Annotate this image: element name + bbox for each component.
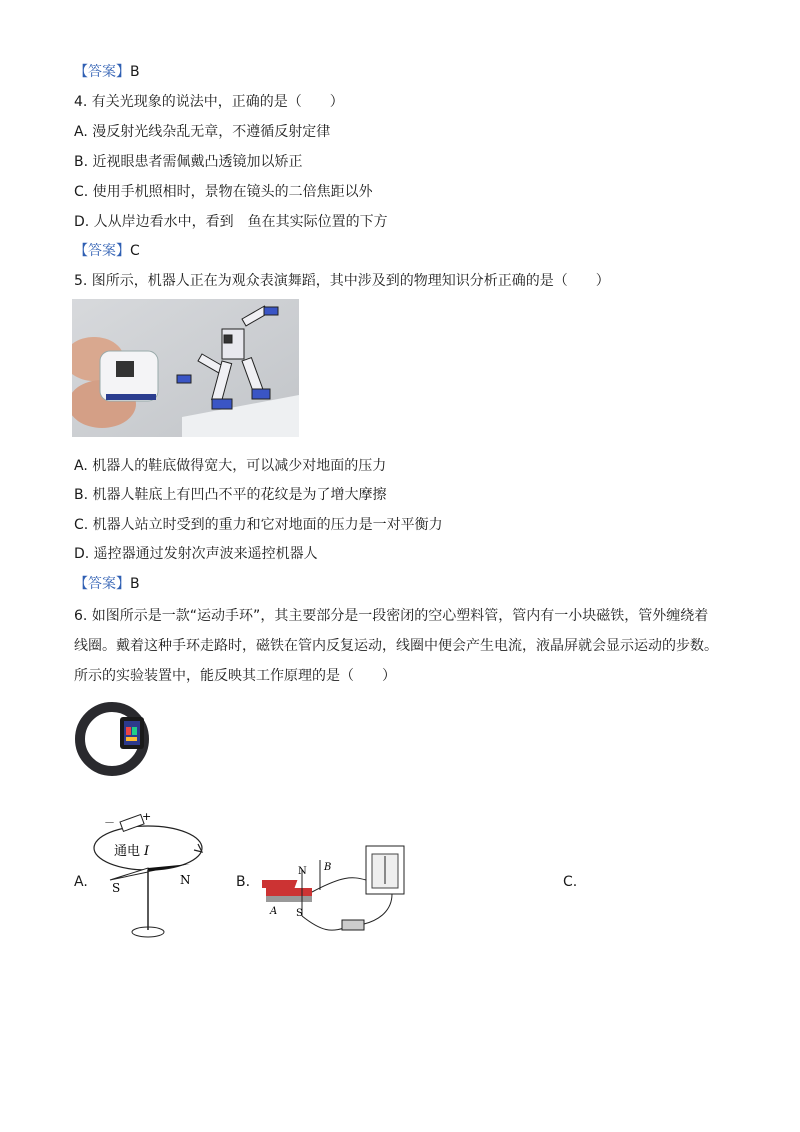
q6-option-c-letter: C. bbox=[563, 874, 578, 890]
q6-option-a-letter: A. bbox=[74, 874, 88, 890]
question-6-stem-line-1: 6. 如图所示是一款“运动手环”，其主要部分是一段密闭的空心塑料管，管内有一小块磁铁，管外缠绕着 bbox=[74, 608, 709, 624]
q4-option-a: A. 漫反射光线杂乱无章，不遵循反射定律 bbox=[74, 124, 331, 140]
answer-label: 【答案】 bbox=[74, 64, 130, 80]
q5-option-b: B. 机器人鞋底上有凹凸不平的花纹是为了增大摩擦 bbox=[74, 487, 387, 503]
robot-photo bbox=[72, 299, 299, 437]
figure-b-induction bbox=[262, 840, 412, 936]
q4-option-b: B. 近视眼患者需佩戴凸透镜加以矫正 bbox=[74, 154, 303, 170]
figure-a-graphic bbox=[90, 808, 210, 940]
fig-a-plus: + bbox=[142, 810, 152, 823]
q4-option-c: C. 使用手机照相时，景物在镜头的二倍焦距以外 bbox=[74, 184, 373, 200]
question-6-stem-line-2: 线圈。戴着这种手环走路时，磁铁在管内反复运动，线圈中便会产生电流，液晶屏就会显示运动的步数。 bbox=[74, 638, 718, 654]
fig-a-current-label: 通电 bbox=[114, 844, 141, 859]
fig-b-s-label: S bbox=[296, 908, 303, 919]
answer-value: B bbox=[130, 64, 140, 80]
question-4-stem: 4. 有关光现象的说法中，正确的是（ ） bbox=[74, 94, 344, 110]
fig-a-i-label: I bbox=[144, 844, 150, 859]
answer-value: C bbox=[130, 243, 140, 259]
fig-a-minus: － bbox=[104, 816, 115, 829]
answer-label: 【答案】 bbox=[74, 576, 130, 592]
answer-value: B bbox=[130, 576, 140, 592]
robot-photo-graphic bbox=[72, 299, 299, 437]
answer-row bbox=[74, 241, 140, 261]
figure-b-graphic bbox=[262, 840, 412, 936]
answer-row bbox=[74, 62, 140, 82]
q6-option-b-letter: B. bbox=[236, 874, 251, 890]
q4-option-d: D. 人从岸边看水中，看到 鱼在其实际位置的下方 bbox=[74, 214, 388, 230]
fig-b-b-label: B bbox=[324, 862, 332, 873]
figure-a-oersted bbox=[90, 808, 210, 940]
fig-b-n-label: N bbox=[298, 866, 307, 877]
question-6-stem-line-3: 所示的实验装置中，能反映其工作原理的是（ ） bbox=[74, 668, 396, 684]
fig-a-n-label: N bbox=[180, 873, 191, 887]
fig-a-s-label: S bbox=[112, 881, 121, 895]
answer-label: 【答案】 bbox=[74, 243, 130, 259]
fig-b-a-label: A bbox=[270, 906, 278, 917]
q5-option-a: A. 机器人的鞋底做得宽大，可以减少对地面的压力 bbox=[74, 458, 387, 474]
question-5-stem: 5. 图所示，机器人正在为观众表演舞蹈，其中涉及到的物理知识分析正确的是（ ） bbox=[74, 273, 610, 289]
q5-option-d: D. 遥控器通过发射次声波来遥控机器人 bbox=[74, 546, 318, 562]
wristband-photo bbox=[74, 697, 158, 779]
wristband-graphic bbox=[74, 697, 158, 779]
answer-row bbox=[74, 574, 140, 594]
q5-option-c: C. 机器人站立时受到的重力和它对地面的压力是一对平衡力 bbox=[74, 517, 443, 533]
